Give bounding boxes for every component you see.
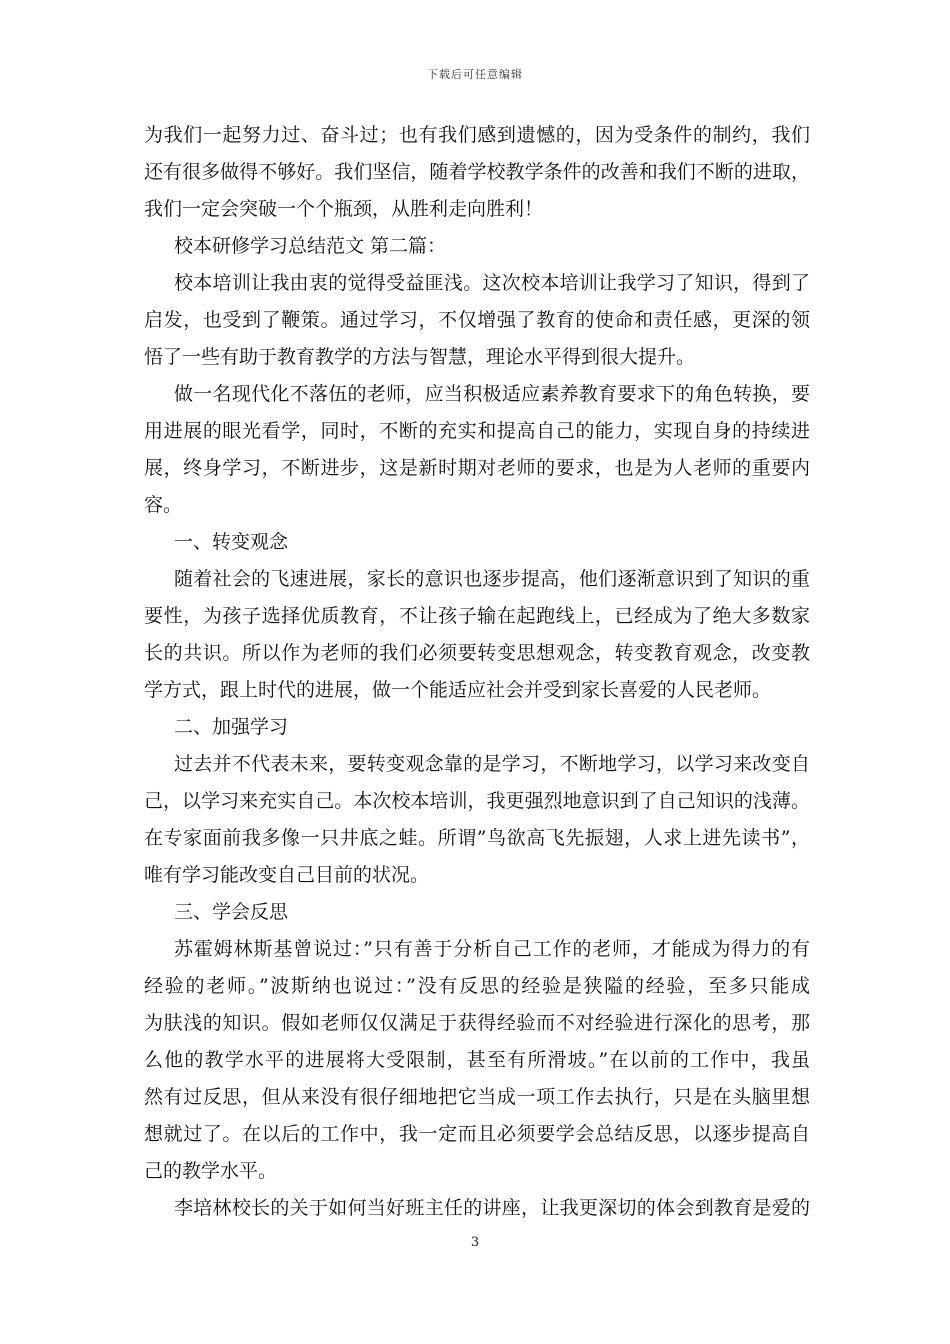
text-line: 展，终身学习，不断进步，这是新时期对老师的要求，也是为人老师的重要内 <box>144 457 810 479</box>
text-line: 在专家面前我多像一只井底之蛙。所谓”鸟欲高飞先振翅，人求上进先读书”， <box>144 827 810 849</box>
text-line: 想就过了。在以后的工作中，我一定而且必须要学会总结反思，以逐步提高自 <box>144 1123 810 1145</box>
paragraph-role <box>144 376 810 524</box>
text-line: 李培林校长的关于如何当好班主任的讲座，让我更深切的体会到教育是爱的 <box>174 1197 810 1219</box>
text-line: 学方式，跟上时代的进展，做一个能适应社会并受到家长喜爱的人民老师。 <box>144 679 772 701</box>
text-line: 为肤浅的知识。假如老师仅仅满足于获得经验而不对经验进行深化的思考，那 <box>144 1012 810 1034</box>
text-line: 唯有学习能改变自己目前的状况。 <box>144 864 430 886</box>
text-line: 己，以学习来充实自己。本次校本培训，我更强烈地意识到了自己知识的浅薄。 <box>144 790 810 812</box>
document-body <box>144 117 810 1227</box>
subheading-3: 三、学会反思 <box>174 901 289 923</box>
paragraph-continuation <box>144 117 810 228</box>
paragraph-reflection <box>144 931 810 1190</box>
text-line: 经验的老师。”波斯纳也说过：”没有反思的经验是狭隘的经验，至多只能成 <box>144 975 810 997</box>
text-line: 为我们一起努力过、奋斗过；也有我们感到遗憾的，因为受条件的制约，我们 <box>144 124 810 146</box>
text-line: 过去并不代表未来，要转变观念靠的是学习，不断地学习，以学习来改变自 <box>174 753 810 775</box>
text-line: 要性，为孩子选择优质教育，不让孩子输在起跑线上，已经成为了绝大多数家 <box>144 605 810 627</box>
page-number: 3 <box>470 1235 480 1250</box>
paragraph-intro <box>144 265 810 376</box>
text-line: 校本培训让我由衷的觉得受益匪浅。这次校本培训让我学习了知识，得到了 <box>174 272 810 294</box>
subheading-2: 二、加强学习 <box>174 716 289 738</box>
text-line: 容。 <box>144 494 183 516</box>
text-line: 用进展的眼光看学，同时，不断的充实和提高自己的能力，实现自身的持续进 <box>144 420 810 442</box>
section-title: 校本研修学习总结范文 第二篇： <box>174 235 447 257</box>
text-line: 苏霍姆林斯基曾说过：”只有善于分析自己工作的老师，才能成为得力的有 <box>174 938 810 960</box>
subheading-1: 一、转变观念 <box>174 531 289 553</box>
text-line: 启发，也受到了鞭策。通过学习，不仅增强了教育的使命和责任感，更深的领 <box>144 309 810 331</box>
text-line: 长的共识。所以作为老师的我们必须要转变思想观念，转变教育观念，改变教 <box>144 642 810 664</box>
text-line: 么他的教学水平的进展将大受限制，甚至有所滑坡。”在以前的工作中，我虽 <box>144 1049 810 1071</box>
paragraph-learning <box>144 746 810 894</box>
paragraph-principal-lecture <box>144 1190 810 1227</box>
text-line: 我们一定会突破一个个瓶颈，从胜利走向胜利！ <box>144 198 544 220</box>
text-line: 随着社会的飞速进展，家长的意识也逐步提高，他们逐渐意识到了知识的重 <box>174 568 810 590</box>
text-line: 己的教学水平。 <box>144 1160 278 1182</box>
page-header: 下载后可任意编辑 <box>427 68 523 81</box>
text-line: 然有过反思，但从来没有很仔细地把它当成一项工作去执行，只是在头脑里想 <box>144 1086 810 1108</box>
text-line: 还有很多做得不够好。我们坚信，随着学校教学条件的改善和我们不断的进取， <box>144 161 810 183</box>
paragraph-concept <box>144 561 810 709</box>
text-line: 做一名现代化不落伍的老师，应当积极适应素养教育要求下的角色转换，要 <box>174 383 810 405</box>
text-line: 悟了一些有助于教育教学的方法与智慧，理论水平得到很大提升。 <box>144 346 696 368</box>
